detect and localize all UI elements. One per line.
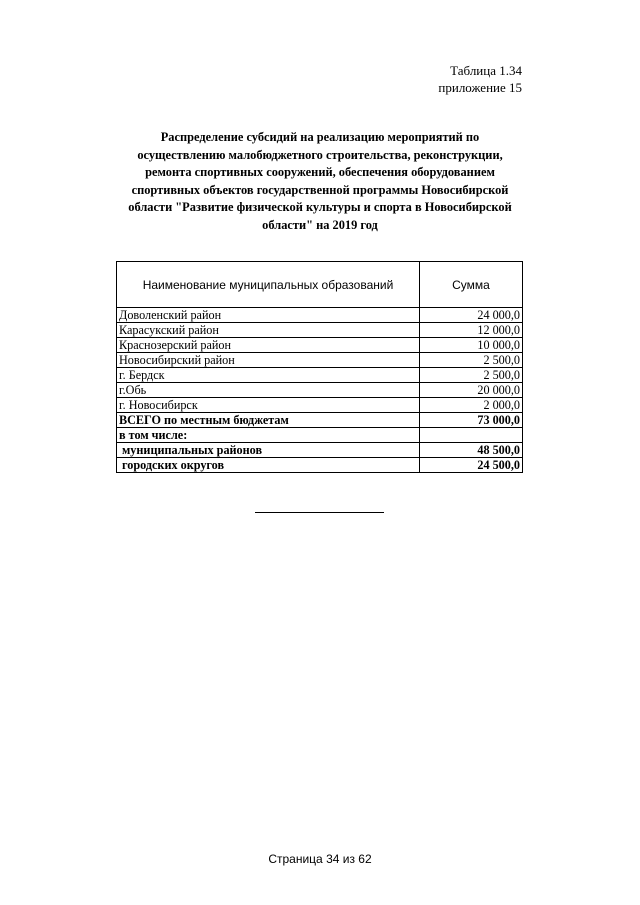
table-row xyxy=(117,323,523,338)
row-amount: 73 000,0 xyxy=(420,413,523,428)
row-amount: 10 000,0 xyxy=(420,338,523,353)
table-row xyxy=(117,383,523,398)
table-reference: Таблица 1.34 xyxy=(450,63,522,78)
title-line: Распределение субсидий на реализацию мероприятий по xyxy=(160,130,480,144)
row-name: г.Обь xyxy=(117,383,420,398)
row-amount: 2 500,0 xyxy=(420,353,523,368)
row-amount: 12 000,0 xyxy=(420,323,523,338)
title-line: области "Развитие физической культуры и спорта в Новосибирской xyxy=(128,200,512,214)
appendix-label: приложение 15 xyxy=(438,80,522,95)
title-line: ремонта спортивных сооружений, обеспечения оборудованием xyxy=(145,165,495,179)
subsidy-table xyxy=(116,261,523,473)
row-amount: 24 000,0 xyxy=(420,308,523,323)
row-name: ВСЕГО по местным бюджетам xyxy=(117,413,420,428)
table-row xyxy=(117,368,523,383)
row-amount xyxy=(420,428,523,443)
page-number: Страница 34 из 62 xyxy=(268,852,372,866)
row-name: Краснозерский район xyxy=(117,338,420,353)
column-header-amount: Сумма xyxy=(420,262,523,308)
title-line: осуществлению малобюджетного строительства, реконструкции, xyxy=(137,147,503,162)
row-amount: 2 500,0 xyxy=(420,368,523,383)
table-row xyxy=(117,398,523,413)
divider-line xyxy=(255,512,384,513)
row-name: Карасукский район xyxy=(117,323,420,338)
table-row-subtotal xyxy=(117,443,523,458)
row-name: г. Бердск xyxy=(117,368,420,383)
header-block xyxy=(438,62,522,96)
row-amount: 2 000,0 xyxy=(420,398,523,413)
table-row xyxy=(117,308,523,323)
table-row xyxy=(117,338,523,353)
title-line: спортивных объектов государственной программы Новосибирской xyxy=(131,182,509,197)
title-line: области" на 2019 год xyxy=(262,217,378,232)
table-row-subtotal xyxy=(117,458,523,473)
table-row xyxy=(117,353,523,368)
row-name: муниципальных районов xyxy=(117,443,420,458)
document-title xyxy=(110,129,530,234)
column-header-name: Наименование муниципальных образований xyxy=(117,262,420,308)
table-row-total xyxy=(117,413,523,428)
row-amount: 48 500,0 xyxy=(420,443,523,458)
row-name: г. Новосибирск xyxy=(117,398,420,413)
row-name: Доволенский район xyxy=(117,308,420,323)
row-name: Новосибирский район xyxy=(117,353,420,368)
row-amount: 24 500,0 xyxy=(420,458,523,473)
row-amount: 20 000,0 xyxy=(420,383,523,398)
row-name: городских округов xyxy=(117,458,420,473)
row-name: в том числе: xyxy=(117,428,420,443)
table-row-subheading xyxy=(117,428,523,443)
table-header-row xyxy=(117,262,523,308)
